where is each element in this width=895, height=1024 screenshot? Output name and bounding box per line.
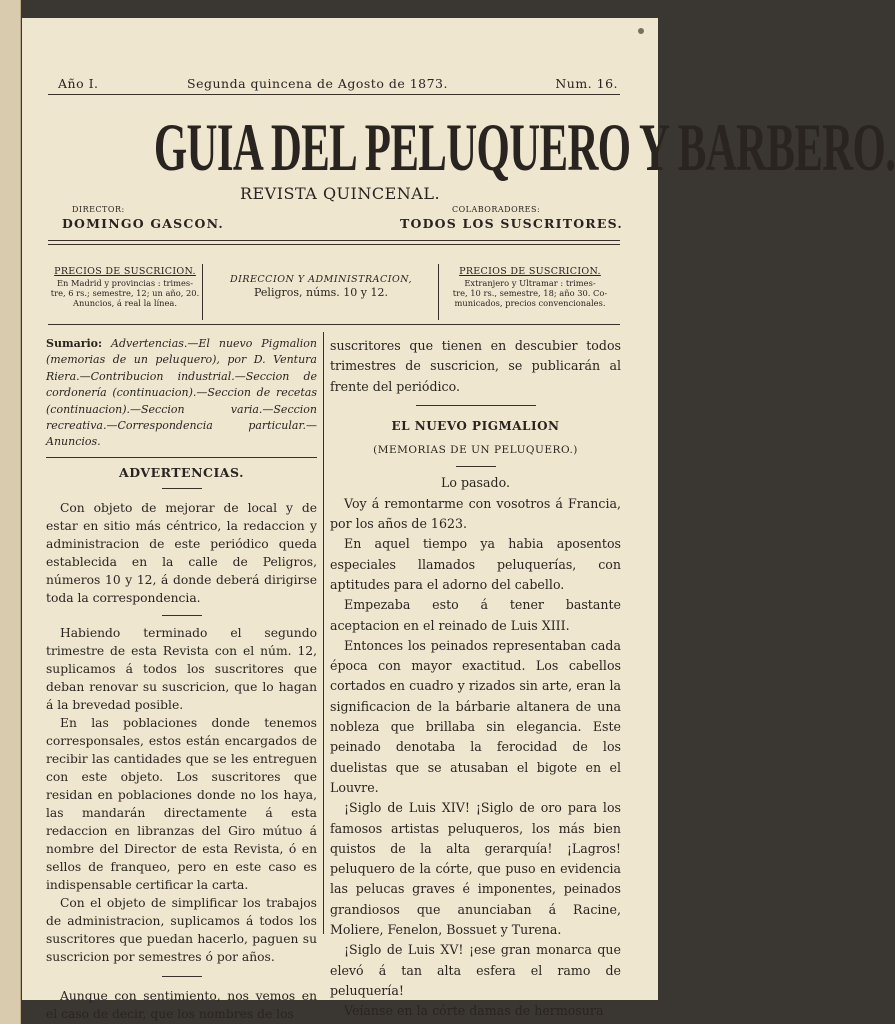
director-name: DOMINGO GASCON. xyxy=(62,216,224,231)
summary-text: Advertencias.—El nuevo Pigmalion (memorias de un peluquero), por D. Ventura Riera.—Contribucion industrial.—Seccion de cordonería (continuacion).—Seccion de recetas (continuacion).—Seccion varia.—Seccion recreativa.—Correspondencia particular.—Anuncios. xyxy=(46,337,317,449)
subscription-line: tre, 6 rs.; semestre, 12; un año, 20. xyxy=(50,288,200,298)
heading-rule xyxy=(162,488,202,489)
issue-year: Año I. xyxy=(58,76,99,91)
info-rule-top-2 xyxy=(48,244,620,245)
article-paragraph: Voy á remontarme con vosotros á Francia, por los años de 1623. xyxy=(330,495,621,532)
article-paragraph: Empezaba esto á tener bastante aceptacion en el reinado de Luis XIII. xyxy=(330,597,621,633)
advertencias-heading: ADVERTENCIAS. xyxy=(119,464,244,480)
collaborators-label: COLABORADORES: xyxy=(452,205,541,214)
advert-paragraph-1: Con objeto de mejorar de local y de estar en sitio más céntrico, la redaccion y administracion de este periódico queda establecida en la calle de Peligros, números 10 y 12, á donde deberá dirigirse toda la correspondencia. xyxy=(46,500,317,605)
collaborators-name: TODOS LOS SUSCRITORES. xyxy=(400,216,623,231)
paragraph-rule xyxy=(162,976,202,977)
article-paragraph: ¡Siglo de Luis XIV! ¡Siglo de oro para los famosos artistas peluqueros, los más bien quistos de la alta gerarquía! ¡Lagros! peluquero de la córte, que puso en evidencia las pelucas graves é imponentes, peinados grandiosos que anunciaban á Racine, Moliere, Fenelon, Bossuet y Turena. xyxy=(330,800,621,938)
subscription-box-title: PRECIOS DE SUSCRICION. xyxy=(54,266,196,277)
column-divider xyxy=(323,332,324,934)
right-column xyxy=(330,336,621,1022)
issue-number: Num. 16. xyxy=(555,76,618,91)
advert-paragraph-3: En las poblaciones donde tenemos corresponsales, estos están encargados de recibir las cantidades que se les entreguen con este objeto. Los suscritores que residan en poblaciones donde no los haya, las mandarán directamente á esta redaccion en libranzas del Giro mútuo á nombre del Director de esta Revista, ó en sellos de franqueo, pero en este caso es indispensable certificar la carta. xyxy=(46,715,317,892)
continued-paragraph: suscritores que tienen en descubier todos trimestres de suscricion, se publicarán al frente del periódico. xyxy=(330,338,621,394)
article-paragraph: En aquel tiempo ya habia aposentos especiales llamados peluquerías, con aptitudes para el adorno del cabello. xyxy=(330,536,621,592)
box-divider xyxy=(202,264,203,320)
advert-paragraph-4: Con el objeto de simplificar los trabajos de administracion, suplicamos á todos los suscritores que puedan hacerlo, paguen su suscricion por semestres ó por años. xyxy=(46,895,317,964)
article-subrule xyxy=(456,466,496,467)
advert-paragraph-5: Aunque con sentimiento, nos vemos en el caso de decir, que los nombres de los xyxy=(46,988,317,1021)
article-subtitle: (MEMORIAS DE UN PELUQUERO.) xyxy=(373,444,578,457)
advert-paragraph-2: Habiendo terminado el segundo trimestre de esta Revista con el núm. 12, suplicamos á todos los suscritores que deban renovar su suscricion, que lo hagan á la brevedad posible. xyxy=(46,625,317,712)
subscription-line: municados, precios convencionales. xyxy=(454,298,606,308)
subscription-box-abroad xyxy=(440,264,620,320)
subscription-line: Extranjero y Ultramar : trimes- xyxy=(464,278,596,288)
masthead-subtitle: REVISTA QUINCENAL. xyxy=(239,184,441,203)
summary-label: Sumario: xyxy=(46,337,103,350)
subscription-box-spain xyxy=(48,264,203,320)
summary-rule xyxy=(46,457,317,458)
issue-date: Segunda quincena de Agosto de 1873. xyxy=(187,76,448,91)
subscription-line: En Madrid y provincias : trimes- xyxy=(56,278,193,288)
administration-address: Peligros, núms. 10 y 12. xyxy=(254,286,388,299)
paragraph-rule xyxy=(162,615,202,616)
summary xyxy=(46,336,317,451)
section-title: Lo pasado. xyxy=(441,475,510,491)
administration-title: DIRECCION Y ADMINISTRACION, xyxy=(229,274,413,285)
header-rule xyxy=(48,94,620,95)
article-paragraph: Entonces los peinados representaban cada época con mayor exactitud. Los cabellos cortados en cuadro y rizados sin arte, eran la significacion de la bárbarie altanera de una nobleza que brillaba sin elegancia. Este peinado denotaba la ferocidad de los duelistas que se atusaban el bigote en el Louvre. xyxy=(330,637,621,795)
subscription-line: Anuncios, á real la línea. xyxy=(73,298,177,308)
article-rule xyxy=(416,405,536,406)
adjacent-page-edge xyxy=(0,0,21,1024)
page-mark xyxy=(638,28,644,34)
info-rule-top xyxy=(48,240,620,241)
article-paragraph: ¡Siglo de Luis XV! ¡ese gran monarca que elevó á tan alta esfera el ramo de peluquería! xyxy=(330,942,621,998)
subscription-line: tre, 10 rs., semestre, 18; año 30. Co- xyxy=(452,288,608,298)
newspaper-page xyxy=(22,18,895,1021)
subscription-box-title: PRECIOS DE SUSCRICION. xyxy=(459,266,601,277)
left-column xyxy=(46,336,317,1023)
article-paragraph: Veíanse en la córte damas de hermosura xyxy=(344,1003,604,1019)
article-title: EL NUEVO PIGMALION xyxy=(391,418,560,433)
masthead-title: GUIA DEL PELUQUERO Y BARBERO. xyxy=(153,109,895,185)
director-label: DIRECTOR: xyxy=(72,205,125,214)
administration-box xyxy=(204,264,439,320)
info-rule-bottom xyxy=(48,324,620,325)
